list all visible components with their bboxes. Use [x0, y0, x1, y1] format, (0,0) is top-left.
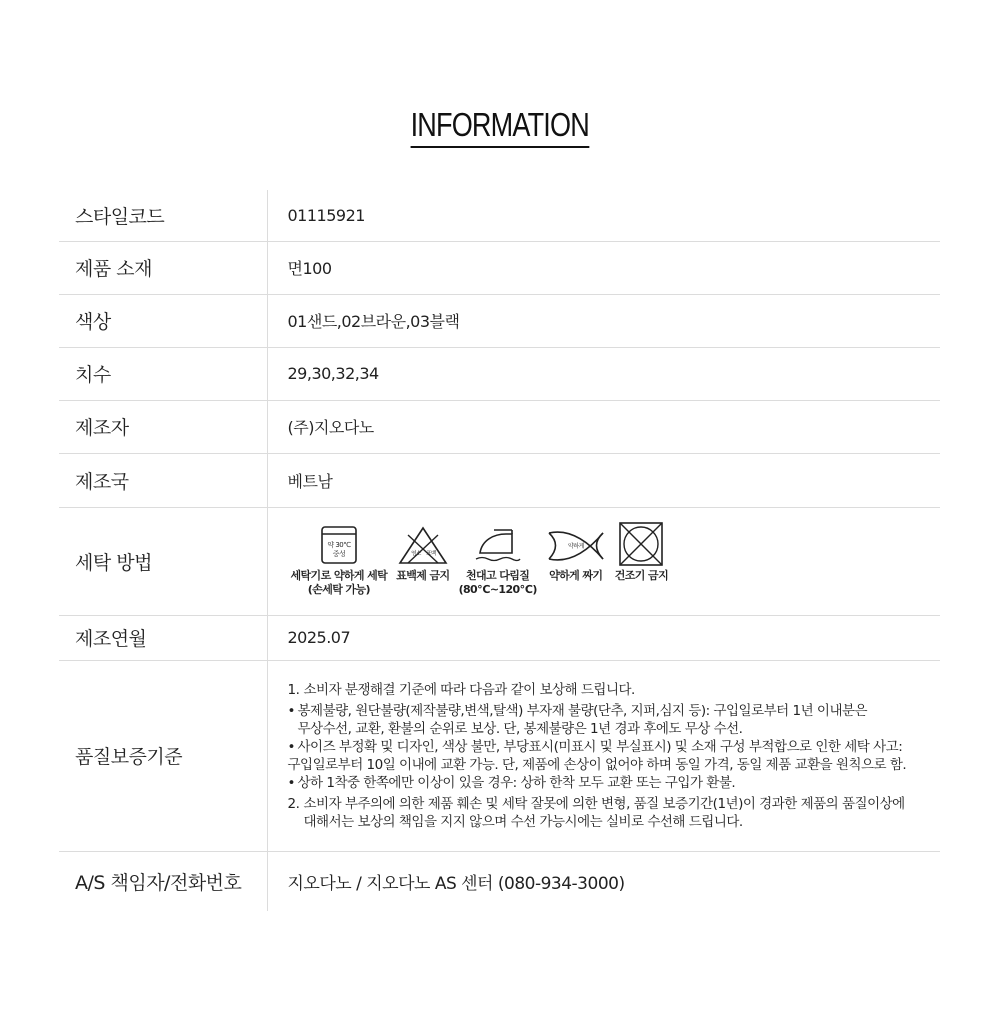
row-value: 면100	[287, 259, 332, 278]
wash-caption: 건조기 금지	[614, 569, 669, 582]
quality-bullet-text: 사이즈 부정확 및 디자인, 색상 불만, 부당표시(미표시 및 부실표시) 및 소재 구성 부적합으로 인한 세탁 사고:	[297, 738, 903, 755]
info-row-as-contact	[59, 851, 940, 911]
wash-caption: 표백제 금지	[396, 569, 450, 582]
info-row-material	[59, 241, 940, 294]
wring-gently-icon	[546, 525, 606, 565]
row-label: 제조국	[59, 453, 267, 507]
list-number: 2.	[287, 795, 300, 812]
row-value: 29,30,32,34	[287, 364, 379, 383]
bullet-mark: •	[287, 702, 295, 719]
wash-icon-text: 약 30℃	[327, 541, 351, 549]
wash-item	[615, 525, 668, 583]
info-row-size	[59, 347, 940, 400]
row-value: 01115921	[287, 205, 365, 225]
info-row-manufacturer	[59, 400, 940, 453]
wash-30-icon	[320, 525, 358, 565]
wash-caption: 천대고 다림질	[465, 569, 530, 582]
bullet-mark: •	[287, 774, 295, 791]
quality-item-text: 소비자 부주의에 의한 제품 훼손 및 세탁 잘못에 의한 변형, 품질 보증기간(1년)이 경과한 제품의 품질이상에	[303, 795, 905, 812]
row-value: 지오다노 / 지오다노 AS 센터 (080-934-3000)	[287, 873, 625, 894]
wash-icon-text: 중성	[332, 550, 346, 558]
quality-bullet-text: 무상수선, 교환, 환불의 순위로 보상. 단, 봉제불량은 1년 경과 후에도 무상 수선.	[297, 720, 743, 737]
wash-icon-text: 표백	[426, 551, 436, 557]
row-label: 세탁 방법	[59, 507, 267, 615]
info-row-color	[59, 294, 940, 347]
row-value: 01샌드,02브라운,03블랙	[287, 312, 460, 331]
no-tumble-dry-icon	[618, 521, 664, 567]
list-number: 1.	[287, 681, 300, 698]
wash-item	[546, 525, 606, 583]
row-label: 색상	[59, 294, 267, 347]
bullet-mark: •	[287, 738, 295, 755]
row-label: 치수	[59, 347, 267, 400]
row-label: 품질보증기준	[59, 660, 267, 851]
wash-caption: 세탁기로 약하게 세탁	[290, 569, 388, 582]
row-label: 제조자	[59, 400, 267, 453]
row-label: A/S 책임자/전화번호	[59, 851, 267, 911]
row-label: 제조연월	[59, 615, 267, 660]
info-row-manufacture-date	[59, 615, 940, 660]
wash-icons-cell	[267, 507, 940, 615]
row-label: 제품 소재	[59, 241, 267, 294]
quality-bullet-text: 구입일로부터 10일 이내에 교환 가능. 단, 제품에 손상이 없어야 하며 동일 가격, 동일 제품 교환을 원칙으로 함.	[287, 756, 907, 773]
info-row-style-code	[59, 190, 940, 241]
row-label: 스타일코드	[59, 190, 267, 241]
wash-item	[459, 525, 537, 597]
wash-caption: (80℃~120℃)	[458, 583, 537, 596]
info-row-wash	[59, 507, 940, 615]
wash-item	[291, 525, 388, 597]
row-value: 2025.07	[287, 628, 351, 647]
wash-caption: 약하게 짜기	[549, 569, 603, 582]
iron-cloth-icon	[474, 525, 522, 565]
wash-icon-text: 염소	[411, 551, 421, 557]
info-row-quality	[59, 660, 940, 851]
row-value: (주)지오다노	[287, 418, 374, 437]
quality-bullet-text: 상하 1착중 한쪽에만 이상이 있을 경우: 상하 한착 모두 교환 또는 구입가 환불.	[297, 774, 736, 791]
product-info-table	[59, 190, 940, 911]
quality-item-text: 소비자 분쟁해결 기준에 따라 다음과 같이 보상해 드립니다.	[303, 681, 635, 698]
page-title: INFORMATION	[411, 106, 589, 148]
row-value: 베트남	[287, 471, 333, 491]
no-bleach-icon	[397, 525, 449, 565]
quality-cell	[267, 660, 940, 851]
wash-item	[396, 525, 449, 583]
quality-bullet-text: 봉제불량, 원단불량(제작불량,변색,탈색) 부자재 불량(단추, 지퍼,심지 등): 구입일로부터 1년 이내분은	[297, 702, 868, 719]
quality-item-text: 대해서는 보상의 책임을 지지 않으며 수선 가능시에는 실비로 수선해 드립니다.	[303, 813, 743, 830]
info-row-country	[59, 453, 940, 507]
wash-icon-text: 약하게	[567, 543, 584, 550]
wash-caption: (손세탁 가능)	[307, 583, 370, 596]
